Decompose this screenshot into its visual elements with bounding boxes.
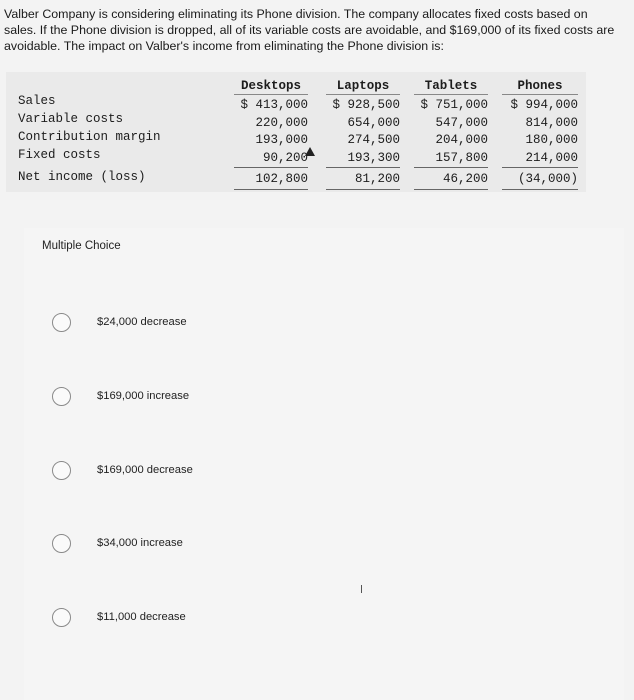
table-cell: 90,200 <box>234 150 308 169</box>
choice-label: $24,000 decrease <box>97 316 187 328</box>
column-desktops <box>234 78 308 190</box>
table-cell: 180,000 <box>525 133 578 147</box>
table-cell: 214,000 <box>502 150 578 169</box>
choice-option-2[interactable] <box>52 382 189 410</box>
multiple-choice-title: Multiple Choice <box>42 240 121 252</box>
text-cursor-mark <box>361 585 362 593</box>
radio-button-icon[interactable] <box>52 387 71 406</box>
table-cell: $ 994,000 <box>510 98 578 112</box>
table-cell: $ 413,000 <box>240 98 308 112</box>
column-header: Laptops <box>326 78 400 95</box>
table-cell: 81,200 <box>326 171 400 190</box>
radio-button-icon[interactable] <box>52 608 71 627</box>
row-label-fixed-costs: Fixed costs <box>18 148 101 162</box>
column-header: Phones <box>502 78 578 95</box>
radio-button-icon[interactable] <box>52 534 71 553</box>
table-cell: 814,000 <box>525 115 578 130</box>
choice-label: $34,000 increase <box>97 537 183 549</box>
choice-label: $169,000 decrease <box>97 464 193 476</box>
column-header: Tablets <box>414 78 488 95</box>
table-cell: 193,000 <box>255 133 308 147</box>
column-tablets <box>414 78 488 190</box>
row-label-sales: Sales <box>18 94 56 108</box>
radio-button-icon[interactable] <box>52 461 71 480</box>
radio-button-icon[interactable] <box>52 313 71 332</box>
table-cell: 193,300 <box>326 150 400 169</box>
table-cell: (34,000) <box>502 171 578 190</box>
row-label-contribution-margin: Contribution margin <box>18 130 161 144</box>
table-cell: 46,200 <box>414 171 488 190</box>
choice-option-1[interactable] <box>52 308 187 336</box>
table-cell: 102,800 <box>234 171 308 190</box>
choice-option-5[interactable] <box>52 603 186 631</box>
question-text: Valber Company is considering eliminating its Phone division. The company allocates fixed costs based on sales. If the Phone division is dropped, all of its variable costs are avoidable, and $169,000 of its fixed costs are avoidable. The impact on Valber's income from eliminating the Phone division is: <box>4 7 615 53</box>
choice-label: $169,000 increase <box>97 390 190 402</box>
column-laptops <box>326 78 400 190</box>
table-cell: 274,500 <box>347 133 400 147</box>
mouse-pointer-icon <box>305 147 315 156</box>
row-label-variable-costs: Variable costs <box>18 112 124 126</box>
choice-label: $11,000 decrease <box>97 611 186 623</box>
table-cell: 220,000 <box>255 115 308 130</box>
table-cell: $ 928,500 <box>332 98 400 112</box>
table-cell: 204,000 <box>435 133 488 147</box>
row-labels <box>18 92 161 186</box>
row-label-net-income: Net income (loss) <box>18 170 146 184</box>
table-cell: 654,000 <box>347 115 400 130</box>
table-cell: $ 751,000 <box>420 98 488 112</box>
choice-option-4[interactable] <box>52 529 183 557</box>
column-header: Desktops <box>234 78 308 95</box>
column-phones <box>502 78 578 190</box>
choice-option-3[interactable] <box>52 456 193 484</box>
table-cell: 547,000 <box>435 115 488 130</box>
table-cell: 157,800 <box>414 150 488 169</box>
financial-table <box>6 72 586 192</box>
